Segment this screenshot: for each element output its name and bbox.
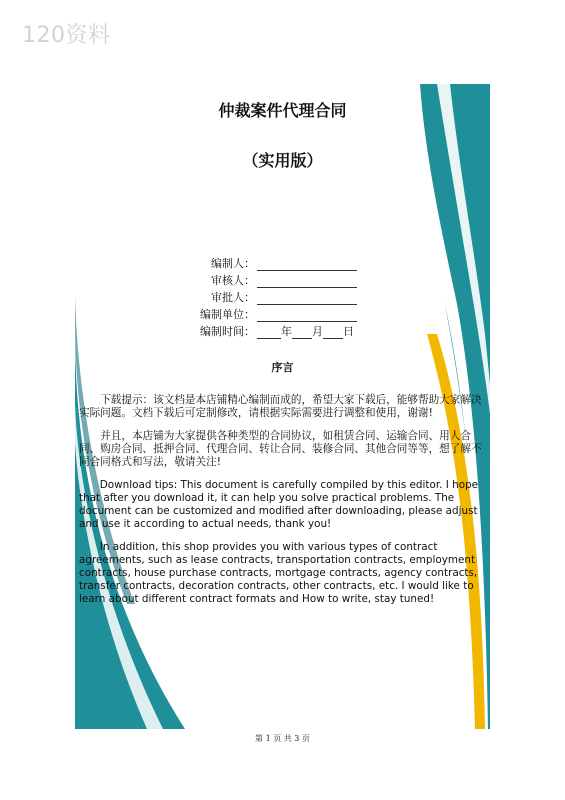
paragraph-download-tip-cn: 下载提示：该文档是本店铺精心编制而成的，希望大家下载后，能够帮助大家解决实际问题。文档下载后可定制修改，请根据实际需要进行调整和使用，谢谢!: [79, 394, 482, 419]
editor-blank: [257, 259, 357, 271]
paragraph-contract-types-cn: 并且，本店铺为大家提供各种类型的合同协议，如租赁合同、运输合同、用人合同、购房合同、抵押合同、代理合同、转让合同、装修合同、其他合同等等，想了解不同合同格式和写法，敬请关注!: [79, 430, 482, 468]
day-label: 日: [343, 325, 354, 338]
reviewer-blank: [257, 276, 357, 288]
unit-row: [195, 305, 357, 322]
paragraph-download-tip-en: Download tips: This document is carefully compiled by this editor. I hope that after you download it, it can help you solve practical problems. The document can be customized and modified after downloading, please adjust and use it according to actual needs, thank you!: [79, 479, 479, 530]
approver-label: 审批人：: [211, 291, 255, 304]
reviewer-row: [195, 271, 357, 288]
month-label: 月: [312, 325, 323, 338]
time-label: 编制时间：: [200, 325, 255, 338]
watermark: 120资料: [22, 23, 111, 48]
editor-row: [195, 254, 357, 271]
year-blank: [257, 327, 281, 339]
reviewer-label: 审核人：: [211, 274, 255, 287]
editor-label: 编制人：: [211, 257, 255, 270]
year-label: 年: [281, 325, 292, 338]
paragraph-contract-types-en: In addition, this shop provides you with various types of contract agreements, such as lease contracts, transportation contracts, employment contracts, house purchase contracts, mortgage contracts, agency contracts, transfer contracts, decoration contracts, other contracts, etc. I would like to learn about different contract formats and How to write, stay tuned!: [79, 541, 478, 605]
document-page: [75, 84, 490, 729]
page-number: 第 1 页 共 3 页: [255, 734, 310, 743]
day-blank: [323, 327, 343, 339]
preface-body: [79, 394, 489, 616]
document-title: 仲裁案件代理合同: [218, 101, 347, 120]
preface-heading: 序言: [271, 361, 294, 374]
signoff-form: [195, 254, 357, 339]
date-row: [195, 322, 357, 339]
unit-blank: [257, 310, 357, 322]
month-blank: [292, 327, 312, 339]
document-subtitle: （实用版）: [242, 151, 323, 170]
unit-label: 编制单位：: [200, 308, 255, 321]
approver-blank: [257, 293, 357, 305]
approver-row: [195, 288, 357, 305]
